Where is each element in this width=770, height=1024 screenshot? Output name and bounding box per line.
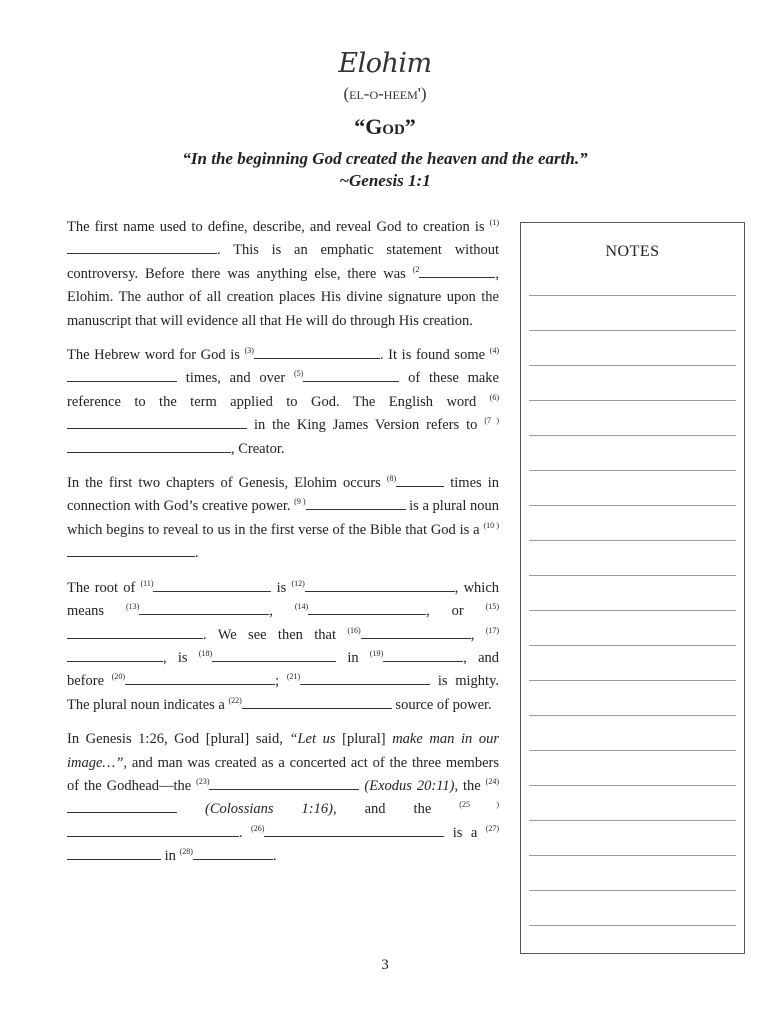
text: times, and over	[177, 370, 294, 387]
fill-in-blank[interactable]	[209, 775, 359, 790]
text: , Elohim. The author of all creation places His divine signature upon the manuscript that will evidence all that He will do through His creation.	[67, 265, 499, 329]
fill-in-blank[interactable]	[254, 344, 380, 359]
fill-in-blank[interactable]	[125, 670, 275, 685]
quote: “Let us	[289, 731, 336, 748]
text: is	[271, 579, 292, 596]
page-title: Elohim	[338, 48, 432, 79]
text: is a	[444, 824, 486, 841]
blank-number: (28)	[179, 847, 193, 857]
text: [plural]	[335, 731, 393, 748]
fill-in-blank[interactable]	[153, 577, 271, 592]
fill-in-blank[interactable]	[212, 647, 336, 662]
text: ;	[275, 673, 287, 690]
blank-number: (1)	[489, 218, 499, 227]
note-line[interactable]	[529, 925, 736, 926]
blank-number: (10 )	[483, 520, 499, 530]
note-line[interactable]	[529, 680, 736, 681]
text: of these make reference to the term applied to God. The English word	[67, 370, 499, 410]
blank-number: (5)	[293, 369, 304, 379]
note-line[interactable]	[529, 890, 736, 891]
fill-in-blank[interactable]	[396, 472, 444, 487]
blank-number: (26)	[251, 823, 265, 833]
quote: make man in our image…”	[67, 731, 499, 771]
text: The Hebrew word for God is	[67, 347, 245, 364]
note-line[interactable]	[529, 750, 736, 751]
note-line[interactable]	[529, 505, 736, 506]
text: . It is found some	[379, 347, 490, 364]
text: , or	[426, 603, 486, 620]
scripture-reference: (Colossians 1:16)	[205, 801, 333, 818]
paragraph-3	[67, 472, 499, 566]
text: In Genesis 1:26, God [plural] said,	[67, 731, 290, 748]
paragraph-2	[67, 344, 499, 461]
text: ,	[269, 603, 295, 620]
note-line[interactable]	[529, 365, 736, 366]
page-number: 3	[381, 957, 389, 973]
text: , and before	[67, 649, 500, 690]
key-verse-reference: ~Genesis 1:1	[339, 171, 431, 190]
text: . This is an emphatic statement without controversy. Before there was anything else, there was	[67, 242, 499, 282]
note-line[interactable]	[529, 540, 736, 541]
fill-in-blank[interactable]	[67, 822, 239, 837]
text: , Creator.	[231, 440, 285, 457]
blank-number: (9 )	[294, 497, 306, 507]
fill-in-blank[interactable]	[67, 239, 217, 254]
text: , is	[163, 649, 199, 666]
blank-number: (18)	[198, 648, 213, 658]
note-line[interactable]	[529, 575, 736, 576]
scripture-reference: (Exodus 20:11)	[364, 777, 455, 794]
fill-in-blank[interactable]	[67, 845, 161, 860]
fill-in-blank[interactable]	[67, 624, 203, 639]
blank-number: (17)	[485, 625, 500, 635]
blank-number: (16)	[347, 625, 361, 635]
text: In the first two chapters of Genesis, Elohim occurs	[67, 475, 387, 492]
fill-in-blank[interactable]	[67, 367, 177, 382]
blank-number: (7 )	[484, 416, 499, 426]
blank-number: (23)	[196, 776, 210, 786]
fill-in-blank[interactable]	[67, 647, 163, 662]
fill-in-blank[interactable]	[67, 438, 231, 453]
note-line[interactable]	[529, 400, 736, 401]
blank-number: (8)	[386, 474, 397, 484]
fill-in-blank[interactable]	[67, 798, 177, 813]
fill-in-blank[interactable]	[303, 367, 399, 382]
text: .	[272, 848, 277, 865]
blank-number: (11)	[140, 578, 154, 588]
fill-in-blank[interactable]	[264, 822, 444, 837]
blank-number: (13)	[125, 602, 140, 612]
note-line[interactable]	[529, 330, 736, 331]
text: , and the	[332, 801, 460, 818]
text: is a plural noun which begins to reveal to us in the first verse of the Bible that God is a	[67, 498, 499, 538]
text: times in connection with God’s creative power.	[67, 475, 499, 515]
lesson-body	[67, 216, 499, 880]
blank-number: (22)	[228, 695, 242, 705]
fill-in-blank[interactable]	[242, 694, 392, 709]
fill-in-blank[interactable]	[193, 845, 273, 860]
paragraph-4	[67, 577, 499, 717]
fill-in-blank[interactable]	[383, 647, 463, 662]
notes-box	[520, 222, 745, 954]
blank-number: (27)	[485, 823, 500, 833]
blank-number: (21)	[286, 672, 301, 682]
text: The first name used to define, describe, and reveal God to creation is	[67, 219, 490, 235]
blank-number: (25 )	[459, 800, 500, 810]
note-line[interactable]	[529, 820, 736, 821]
text: , and man was created as a concerted act of the three members of the Godhead—the	[67, 754, 499, 794]
blank-number: (2	[412, 264, 420, 274]
note-line[interactable]	[529, 645, 736, 646]
text: The root of	[67, 579, 141, 596]
fill-in-blank[interactable]	[305, 577, 455, 592]
page-subtitle: “God”	[354, 114, 416, 139]
text: . We see then that	[203, 626, 348, 643]
pronunciation: (el-o-heem')	[343, 84, 427, 103]
text: in	[336, 649, 370, 666]
text: .	[195, 545, 199, 562]
page-header	[0, 44, 770, 192]
text: , which means	[67, 579, 500, 620]
blank-number: (3)	[244, 346, 254, 356]
text: source of power.	[391, 696, 492, 713]
fill-in-blank[interactable]	[67, 542, 195, 557]
fill-in-blank[interactable]	[300, 670, 430, 685]
paragraph-1	[67, 216, 499, 333]
text: .	[239, 824, 252, 841]
text: in the King James Version refers to	[247, 417, 485, 434]
fill-in-blank[interactable]	[306, 495, 406, 510]
blank-number: (20)	[111, 672, 126, 682]
text: is mighty. The plural noun indicates a	[67, 673, 500, 713]
fill-in-blank[interactable]	[139, 600, 269, 615]
key-verse: “In the beginning God created the heaven and the earth.”	[182, 149, 588, 168]
text: in	[161, 848, 180, 865]
fill-in-blank[interactable]	[308, 600, 426, 615]
text: , the	[454, 777, 486, 794]
note-line[interactable]	[529, 715, 736, 716]
blank-number: (24)	[485, 776, 499, 786]
note-line[interactable]	[529, 785, 736, 786]
blank-number: (14)	[294, 602, 309, 612]
blank-number: (19)	[369, 648, 384, 658]
blank-number: (15)	[485, 602, 499, 612]
fill-in-blank[interactable]	[67, 414, 247, 429]
fill-in-blank[interactable]	[419, 263, 495, 278]
blank-number: (6)	[489, 392, 499, 402]
notes-title: NOTES	[605, 243, 660, 260]
blank-number: (4)	[489, 346, 499, 356]
blank-number: (12)	[291, 578, 305, 588]
note-line[interactable]	[529, 610, 736, 611]
fill-in-blank[interactable]	[361, 624, 471, 639]
note-line[interactable]	[529, 855, 736, 856]
note-line[interactable]	[529, 470, 736, 471]
paragraph-5	[67, 728, 499, 868]
note-line[interactable]	[529, 295, 736, 296]
text: ,	[470, 626, 486, 643]
note-line[interactable]	[529, 435, 736, 436]
